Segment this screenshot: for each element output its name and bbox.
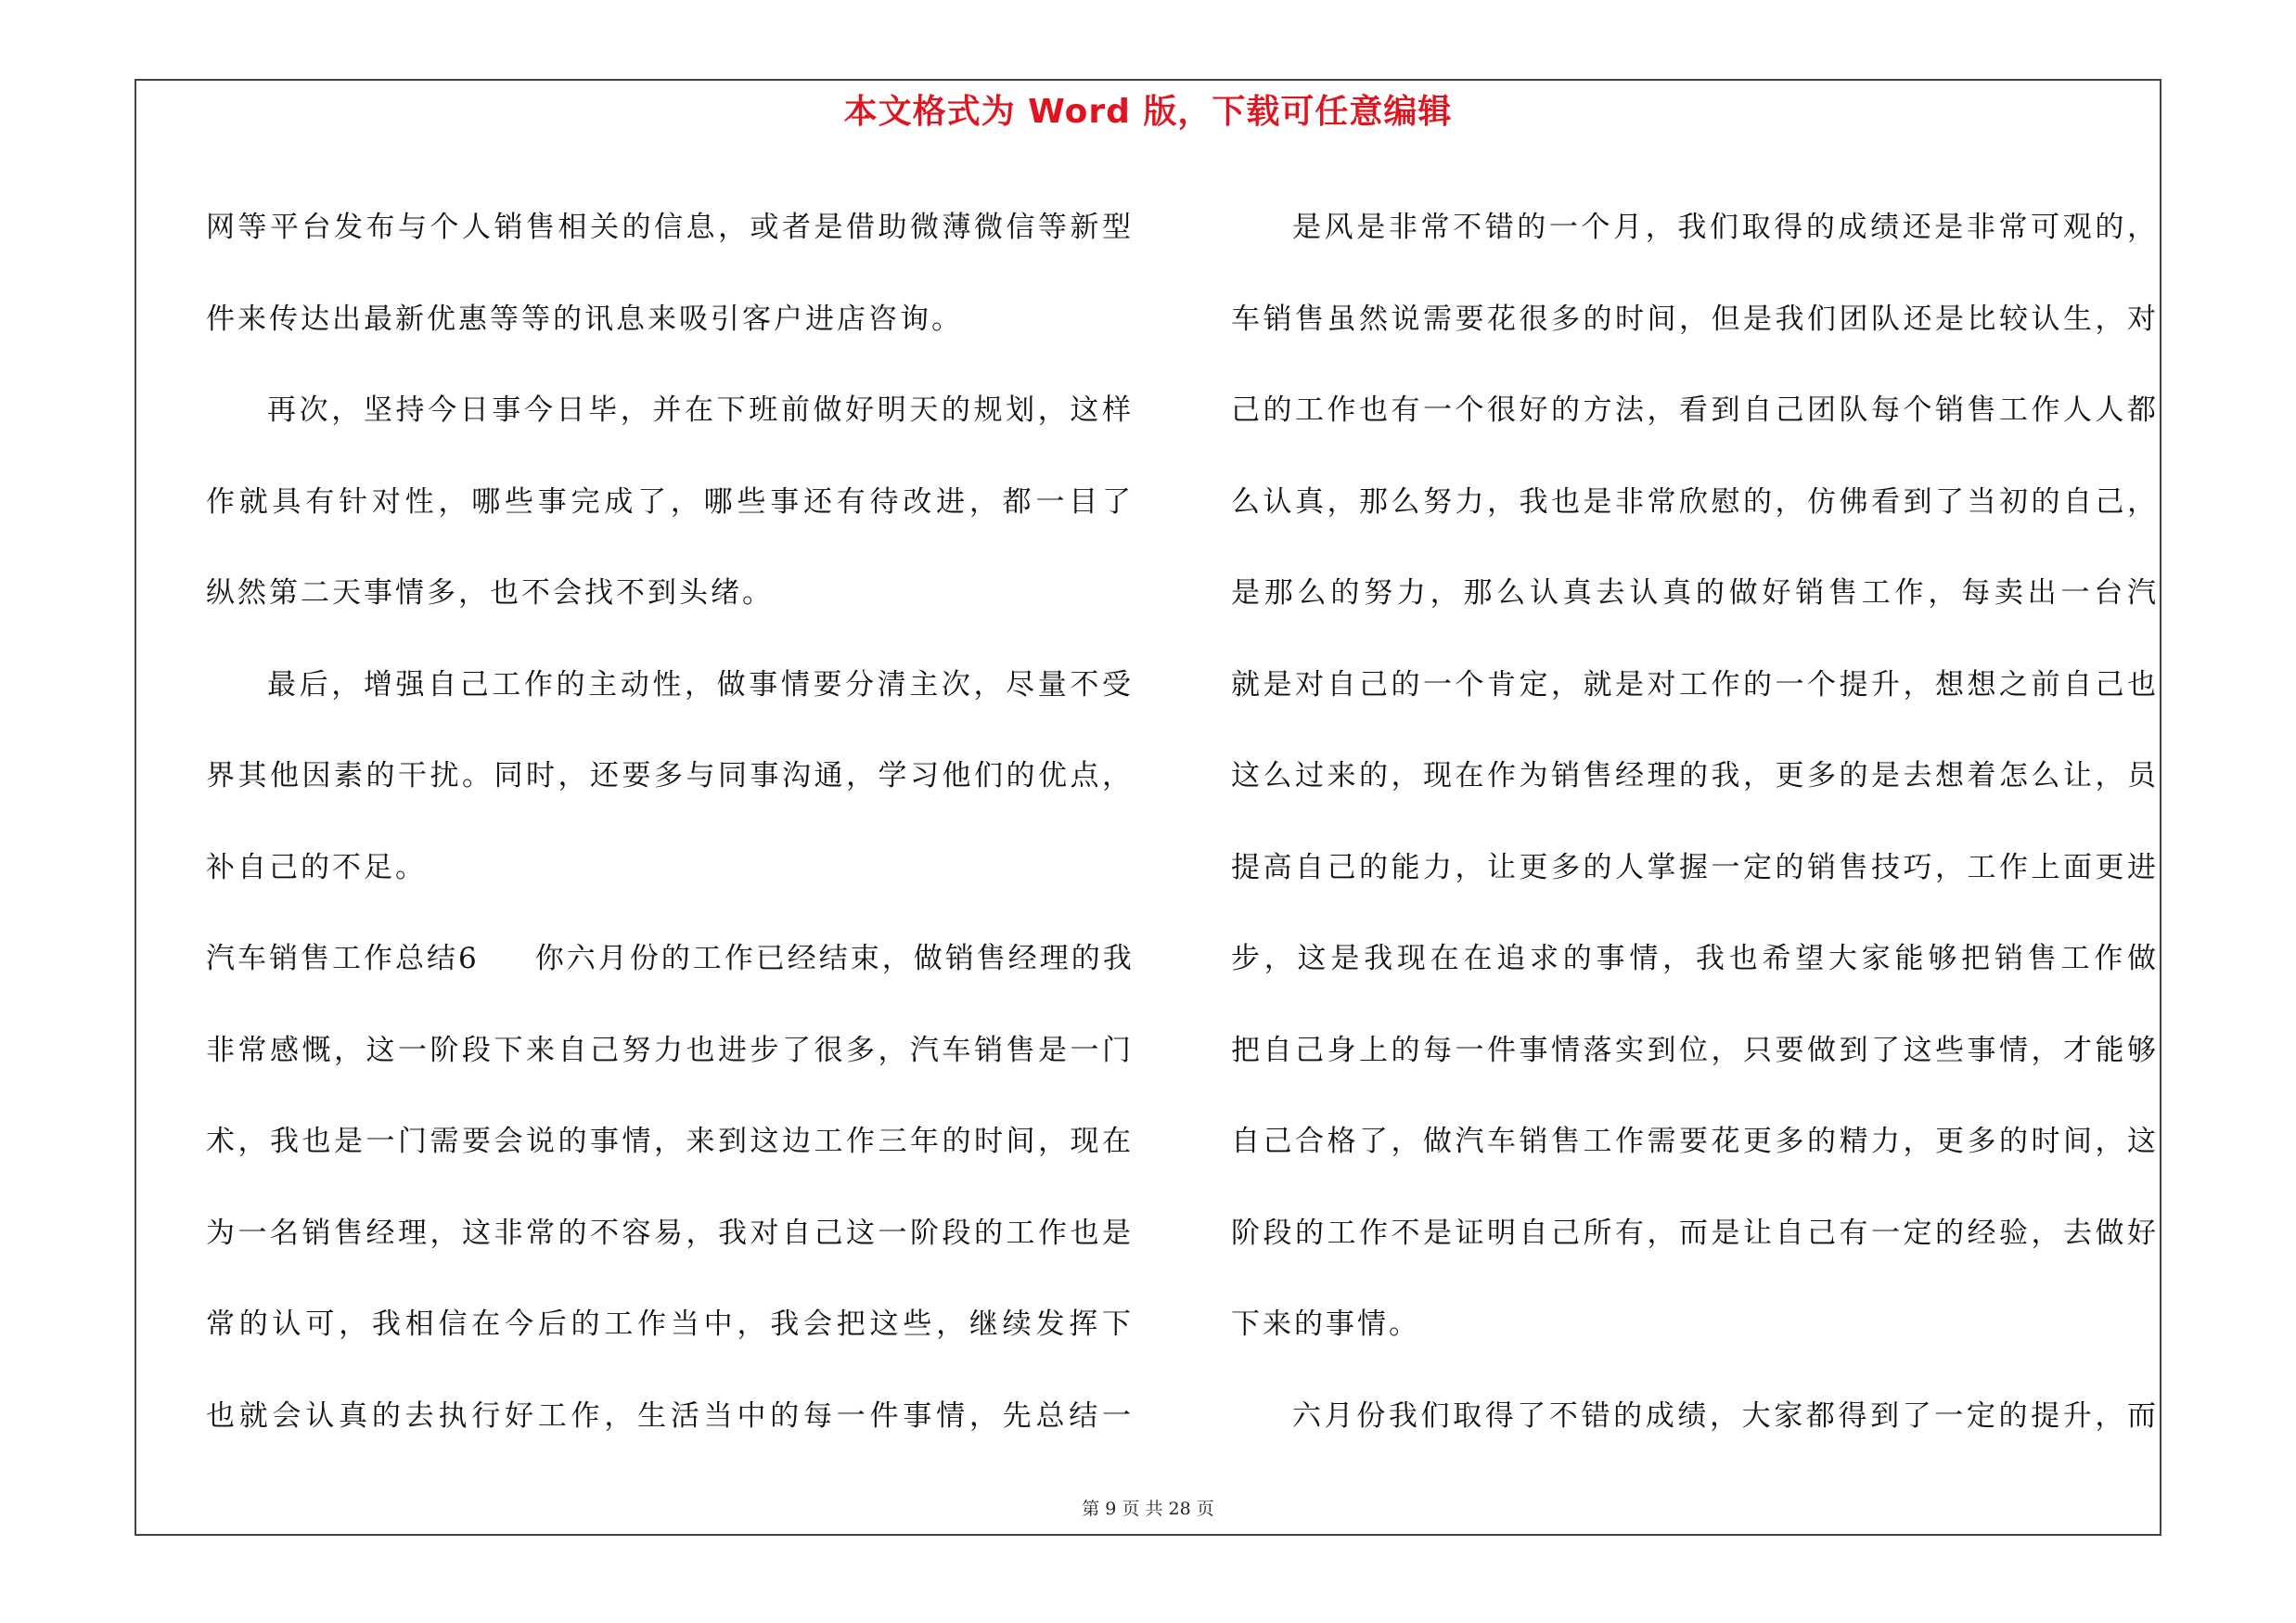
text-line: 自己合格了，做汽车销售工作需要花更多的精力，更多的时间，这 (1231, 1125, 2159, 1158)
text-line: 是风是非常不错的一个月，我们取得的成绩还是非常可观的， (1292, 211, 2159, 244)
text-line: 六月份我们取得了不错的成绩，大家都得到了一定的提升，而 (1292, 1398, 2159, 1433)
text-line: 界其他因素的干扰。同时，还要多与同事沟通，学习他们的优点， (206, 759, 1134, 792)
section-heading-text: 你六月份的工作已经结束，做销售经理的我 (534, 942, 1135, 975)
text-line: 也就会认真的去执行好工作，生活当中的每一件事情，先总结一 (206, 1398, 1134, 1433)
text-line: 么认真，那么努力，我也是非常欣慰的，仿佛看到了当初的自己， (1231, 484, 2159, 519)
section-heading-line (206, 913, 1134, 1005)
text-line: 补自己的不足。 (206, 850, 427, 884)
page-number: 第 9 页 共 28 页 (1082, 1499, 1214, 1519)
text-line: 己的工作也有一个很好的方法，看到自己团队每个销售工作人人都 (1231, 393, 2159, 427)
text-line: 阶段的工作不是证明自己所有，而是让自己有一定的经验，去做好 (1231, 1216, 2159, 1250)
text-line: 作就具有针对性，哪些事完成了，哪些事还有待改进，都一目了 (206, 484, 1134, 519)
text-line: 纵然第二天事情多，也不会找不到头绪。 (206, 576, 774, 610)
text-line: 就是对自己的一个肯定，就是对工作的一个提升，想想之前自己也 (1231, 667, 2159, 702)
text-line: 最后，增强自己工作的主动性，做事情要分清主次，尽量不受 (267, 667, 1134, 702)
text-line: 这么过来的，现在作为销售经理的我，更多的是去想着怎么让，员 (1231, 759, 2159, 792)
text-line: 非常感慨，这一阶段下来自己努力也进步了很多，汽车销售是一门 (206, 1033, 1134, 1067)
section-heading: 汽车销售工作总结6 (206, 942, 480, 975)
text-line: 常的认可，我相信在今后的工作当中，我会把这些，继续发挥下 (206, 1307, 1134, 1341)
text-line: 把自己身上的每一件事情落实到位，只要做到了这些事情，才能够 (1231, 1033, 2159, 1067)
text-line: 再次，坚持今日事今日毕，并在下班前做好明天的规划，这样 (267, 393, 1134, 427)
format-banner: 本文格式为 Word 版，下载可任意编辑 (843, 93, 1453, 131)
text-line: 车销售虽然说需要花很多的时间，但是我们团队还是比较认生，对 (1231, 302, 2159, 336)
text-line: 为一名销售经理，这非常的不容易，我对自己这一阶段的工作也是 (206, 1216, 1134, 1250)
text-line: 提高自己的能力，让更多的人掌握一定的销售技巧，工作上面更进 (1231, 850, 2159, 884)
text-line: 步，这是我现在在追求的事情，我也希望大家能够把销售工作做 (1231, 942, 2159, 975)
text-line: 下来的事情。 (1231, 1307, 1420, 1341)
text-line: 术，我也是一门需要会说的事情，来到这边工作三年的时间，现在 (206, 1125, 1134, 1158)
left-column (206, 182, 1134, 1462)
text-line: 件来传达出最新优惠等等的讯息来吸引客户进店咨询。 (206, 302, 963, 336)
text-line: 网等平台发布与个人销售相关的信息，或者是借助微薄微信等新型 (206, 211, 1134, 244)
right-column (1231, 182, 2159, 1462)
text-line: 是那么的努力，那么认真去认真的做好销售工作，每卖出一台汽 (1231, 576, 2159, 610)
